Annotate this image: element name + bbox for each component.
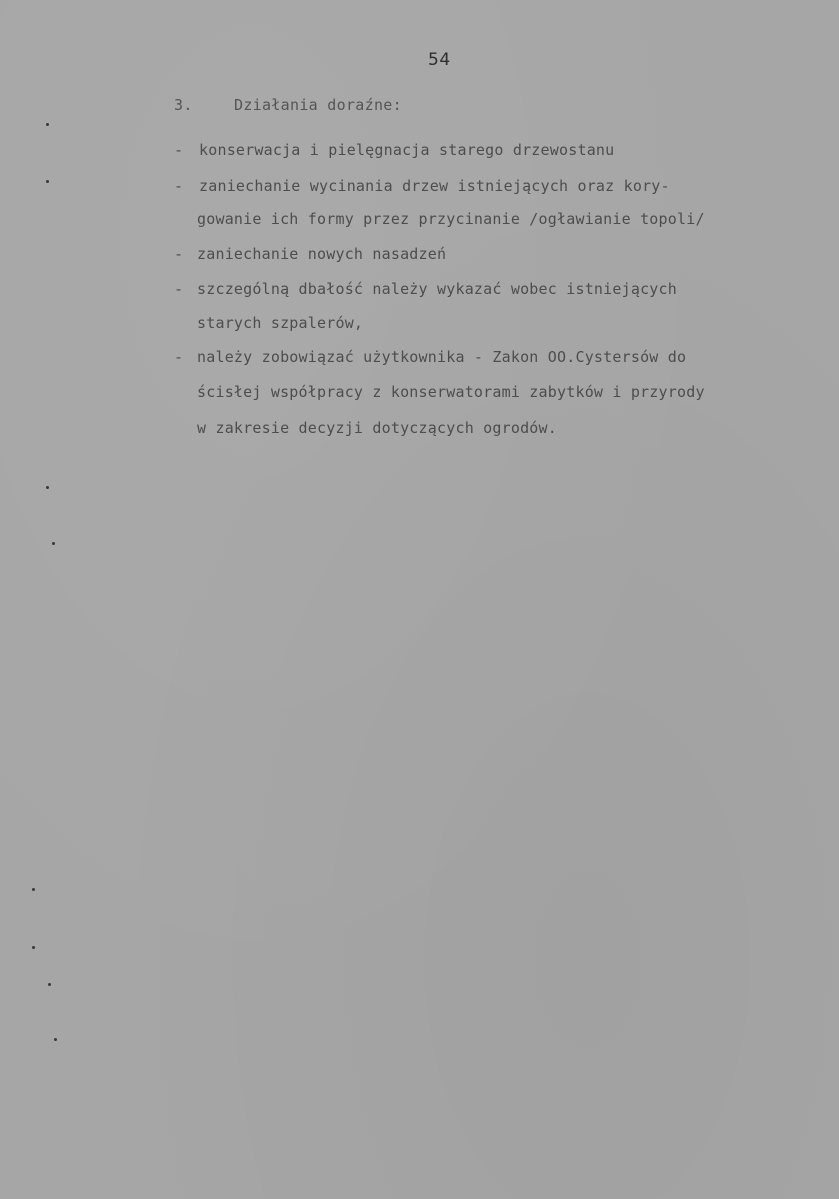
list-item-line: szczególną dbałość należy wykazać wobec istniejących — [197, 280, 677, 298]
section-number: 3. — [174, 96, 193, 114]
scan-speck — [32, 888, 35, 891]
section-title: Działania doraźne: — [234, 96, 402, 114]
list-item-line: w zakresie decyzji dotyczących ogrodów. — [197, 419, 557, 437]
list-item-line: konserwacja i pielęgnacja starego drzewostanu — [199, 141, 615, 159]
scan-speck — [52, 542, 55, 545]
list-bullet-dash: - — [174, 245, 184, 263]
list-bullet-dash: - — [174, 141, 184, 159]
page-number: 54 — [428, 50, 451, 70]
list-item-line: gowanie ich formy przez przycinanie /ogławianie topoli/ — [197, 210, 705, 228]
scan-speck — [46, 486, 49, 489]
scan-speck — [54, 1038, 57, 1041]
list-bullet-dash: - — [174, 280, 184, 298]
scan-speck — [46, 180, 49, 183]
scan-speck — [46, 123, 49, 126]
list-item-line: należy zobowiązać użytkownika - Zakon OO.Cystersów do — [197, 348, 687, 366]
list-bullet-dash: - — [174, 348, 184, 366]
scan-speck — [48, 983, 51, 986]
list-bullet-dash: - — [174, 177, 184, 195]
list-item-line: starych szpalerów, — [197, 314, 364, 332]
list-item-line: zaniechanie wycinania drzew istniejących oraz kory- — [199, 177, 670, 195]
scan-speck — [32, 946, 35, 949]
list-item-line: ścisłej współpracy z konserwatorami zabytków i przyrody — [197, 383, 705, 401]
list-item-line: zaniechanie nowych nasadzeń — [197, 245, 447, 263]
section-heading — [174, 96, 402, 114]
